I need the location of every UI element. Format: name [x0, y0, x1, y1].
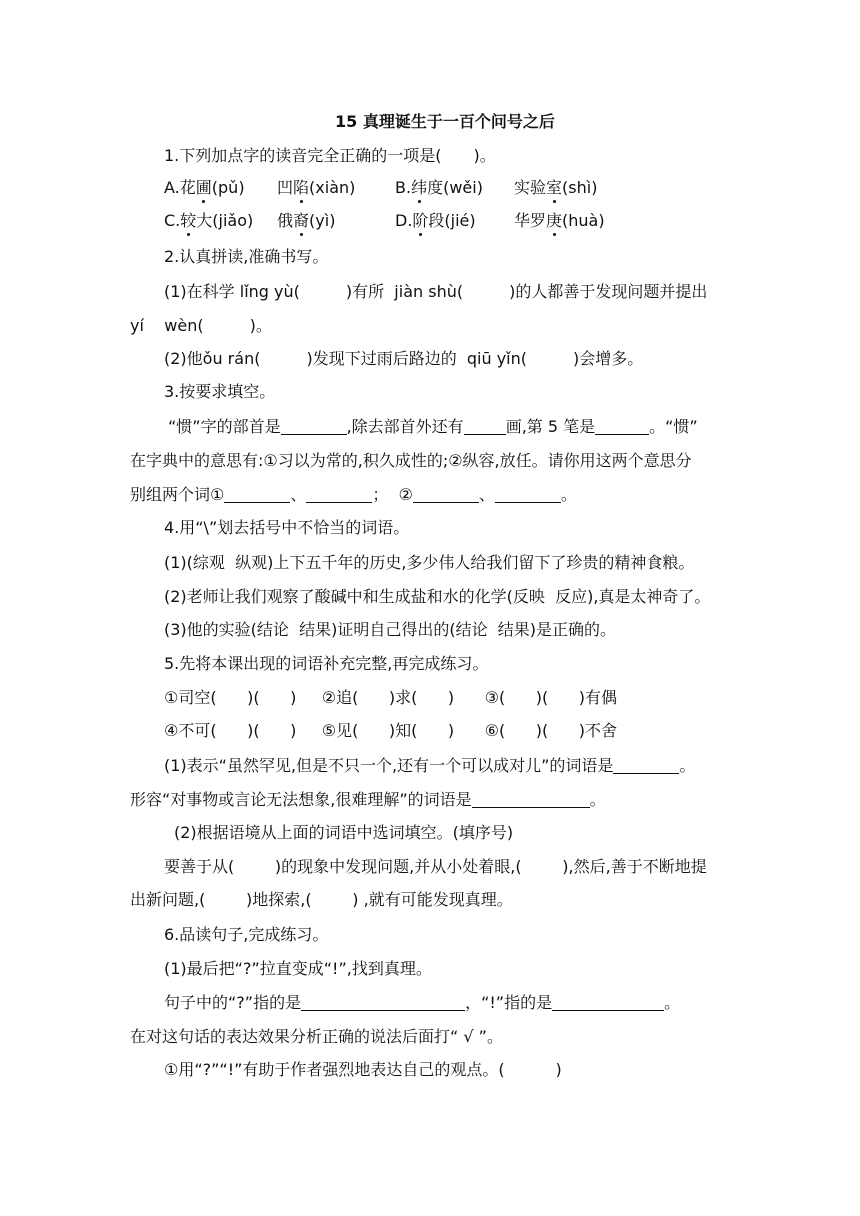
q6-sentence: (1)最后把“?”拉直变成“!”,找到真理。 [164, 959, 432, 978]
q2-stem: 2.认真拼读,准确书写。 [164, 247, 329, 266]
q3-line-2: 在字典中的意思有:①习以为常的,积久成性的;②纵容,放任。请你用这两个意思分 [130, 451, 692, 470]
q6-option-1: ①用“?”“!”有助于作者强烈地表达自己的观点。( ) [164, 1060, 562, 1079]
q5-blank-pair-word[interactable] [613, 757, 679, 774]
q3-stem: 3.按要求填空。 [164, 382, 276, 401]
q3-blank-word-1[interactable] [224, 486, 290, 503]
q3-blank-strokes[interactable] [464, 418, 506, 435]
q6-stem: 6.品读句子,完成练习。 [164, 925, 329, 944]
q3-blank-word-3[interactable] [413, 486, 479, 503]
q4-stem: 4.用“\”划去括号中不恰当的词语。 [164, 518, 410, 537]
q6-blank-exclamation[interactable] [552, 994, 664, 1011]
q2-line-1: (1)在科学 lǐng yù( )有所 jiàn shù( )的人都善于发现问题并提出 [164, 282, 708, 301]
q5-part-1: (1)表示“虽然罕见,但是不只一个,还有一个可以成对儿”的词语是 。 [164, 756, 696, 775]
q1-stem: 1.下列加点字的读音完全正确的一项是( )。 [164, 146, 496, 165]
q4-sentence-3: (3)他的实验(结论 结果)证明自己得出的(结论 结果)是正确的。 [164, 620, 616, 639]
q1-option-c-1: C.较大(jiǎo) [164, 211, 254, 230]
q5-part-2: (2)根据语境从上面的词语中选词填空。(填序号) [174, 823, 514, 842]
q2-line-2: yí wèn( )。 [130, 316, 272, 335]
q5-word-row-1: ①司空( )( ) ②追( )求( ) ③( )( )有偶 [164, 688, 617, 707]
q6-fill-line: 句子中的“?”指的是 ，“!”指的是 。 [164, 993, 681, 1012]
q6-instruction: 在对这句话的表达效果分析正确的说法后面打“ √ ”。 [130, 1027, 503, 1046]
q3-line-3: 别组两个词① 、 ； ② 、 。 [130, 485, 577, 504]
q3-blank-fifth-stroke[interactable] [595, 418, 649, 435]
q2-line-3: (2)他ǒu rán( )发现下过雨后路边的 qiū yǐn( )会增多。 [164, 349, 644, 368]
q1-option-d-1: D.阶段(jié) [395, 211, 476, 230]
q3-blank-radical[interactable] [281, 418, 347, 435]
q3-blank-word-4[interactable] [495, 486, 561, 503]
q5-part-1-cont: 形容“对事物或言论无法想象,很难理解”的词语是 。 [130, 790, 606, 809]
q5-blank-unimaginable-word[interactable] [472, 791, 590, 808]
q3-line-1: “惯”字的部首是 ,除去部首外还有 画,第 5 笔是 。“惯” [168, 417, 698, 436]
q4-sentence-2: (2)老师让我们观察了酸碱中和生成盐和水的化学(反映 反应),真是太神奇了。 [164, 587, 711, 606]
q4-sentence-1: (1)(综观 纵观)上下五千年的历史,多少伟人给我们留下了珍贵的精神食粮。 [164, 553, 695, 572]
q5-passage-line-2: 出新问题,( )地探索,( ) ,就有可能发现真理。 [130, 890, 513, 909]
q1-option-d-2: 华罗庚(huà) [514, 211, 605, 230]
q1-option-a-1: A.花圃(pǔ) [164, 178, 245, 197]
q1-option-b-1: B.纬度(wěi) [395, 178, 483, 197]
q3-blank-word-2[interactable] [306, 486, 372, 503]
q1-option-a-2: 凹陷(xiàn) [277, 178, 356, 197]
q6-blank-question-mark[interactable] [301, 994, 465, 1011]
q5-word-row-2: ④不可( )( ) ⑤见( )知( ) ⑥( )( )不舍 [164, 721, 617, 740]
page-title: 15 真理诞生于一百个问号之后 [335, 112, 555, 131]
q1-option-b-2: 实验室(shì) [514, 178, 598, 197]
q5-passage-line-1: 要善于从( )的现象中发现问题,并从小处着眼,( ),然后,善于不断地提 [164, 857, 707, 876]
q5-stem: 5.先将本课出现的词语补充完整,再完成练习。 [164, 654, 489, 673]
q1-option-c-2: 俄裔(yì) [277, 211, 336, 230]
